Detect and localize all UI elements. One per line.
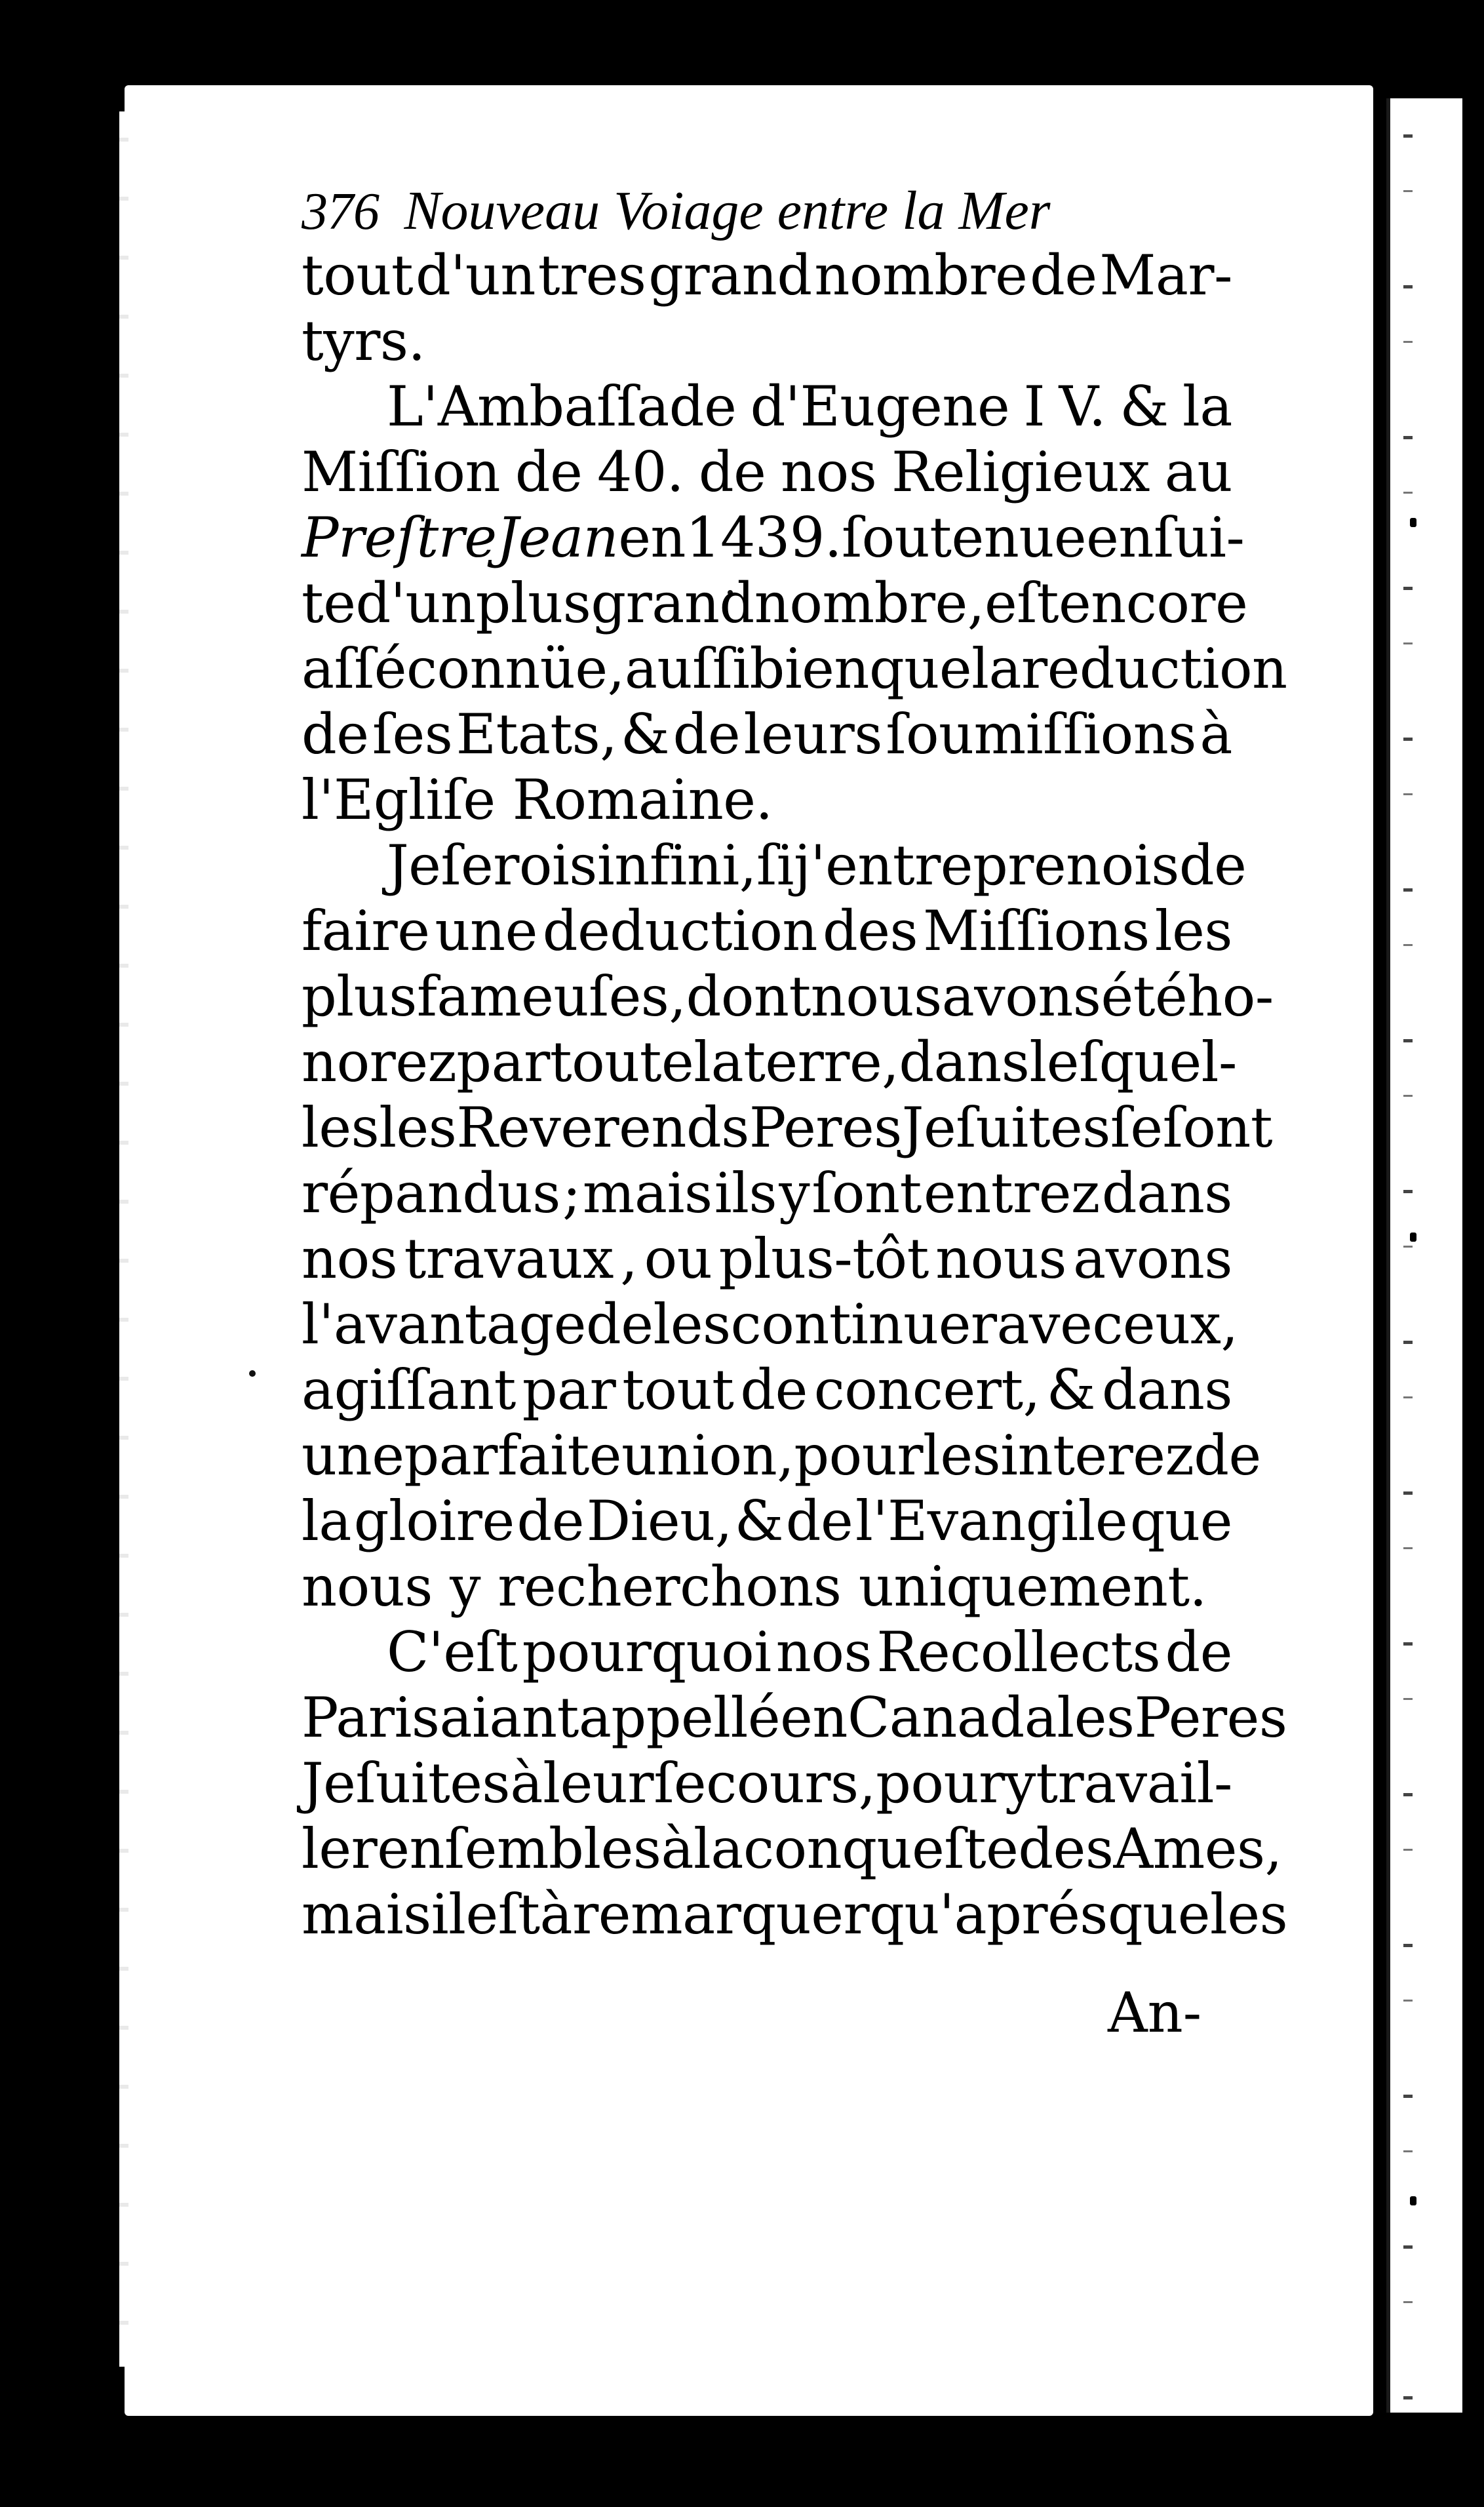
word: les <box>922 1423 1001 1488</box>
word: ler <box>302 1817 378 1881</box>
page-edge-specks <box>1403 98 1413 2413</box>
word: de <box>1165 1620 1232 1684</box>
word: des <box>822 899 918 963</box>
text-line: tyrs. <box>302 309 425 373</box>
word: ou <box>644 1227 713 1291</box>
edge-mark <box>1410 1233 1416 1242</box>
word: & <box>1046 1358 1096 1422</box>
word: ſont <box>811 1161 922 1225</box>
word: toute <box>549 1030 694 1094</box>
word: pour <box>876 1751 1005 1815</box>
word: pourquoi <box>522 1620 771 1684</box>
text-line <box>302 1816 1282 1882</box>
word: avons <box>941 964 1101 1029</box>
word: ſecours, <box>654 1751 876 1815</box>
word: parfaite <box>404 1423 621 1488</box>
word: que <box>1107 1882 1210 1946</box>
word: gloire <box>353 1489 515 1553</box>
word: à <box>510 1751 543 1815</box>
word: interez <box>1000 1423 1194 1488</box>
word: travaux <box>404 1227 614 1291</box>
word: bien <box>749 637 869 701</box>
word: Mar- <box>1099 243 1232 307</box>
word: grand <box>591 571 754 635</box>
word: été <box>1101 964 1188 1029</box>
word: y <box>1005 1751 1036 1815</box>
word: ſe <box>1110 1096 1163 1160</box>
word: Je <box>387 833 441 898</box>
word: ſoumiſſions <box>886 702 1196 766</box>
text-line <box>302 964 1274 1029</box>
word: Ames, <box>1113 1817 1282 1881</box>
word: Jeſuites <box>901 1096 1110 1160</box>
word: une <box>435 899 537 963</box>
adjacent-page-edge <box>1386 98 1462 2413</box>
word: , <box>620 1227 638 1291</box>
word: ſerois <box>440 833 597 898</box>
word: leurs <box>743 702 882 766</box>
word: que <box>869 637 972 701</box>
word: eux, <box>1122 1292 1238 1356</box>
word: les <box>653 1292 731 1356</box>
word: & <box>734 1489 783 1553</box>
text-line <box>302 898 1232 964</box>
running-header <box>302 177 1232 243</box>
text-line <box>302 1685 1287 1750</box>
text-line <box>302 1029 1237 1095</box>
text-line <box>302 636 1287 701</box>
word: 40. <box>597 440 684 504</box>
word: ils <box>714 1161 777 1225</box>
word: de <box>785 1489 853 1553</box>
word: de <box>515 440 583 504</box>
word: & <box>620 702 670 766</box>
text-line: nous y recherchons uniquement. <box>302 1554 1207 1619</box>
word: tout <box>302 243 414 307</box>
word: nous <box>810 964 942 1029</box>
word: mais <box>582 1161 713 1225</box>
word: Peres <box>749 1096 902 1160</box>
page-number: 376 <box>302 183 380 241</box>
word: la <box>302 1489 351 1553</box>
word: de <box>673 702 741 766</box>
word: nos <box>781 440 877 504</box>
text-line <box>302 505 1245 570</box>
word: eſt <box>984 571 1059 635</box>
word: terre, <box>743 1030 899 1094</box>
word: y <box>779 1161 810 1225</box>
word: Miſſion <box>302 440 501 504</box>
word: ſont <box>1162 1096 1273 1160</box>
word: les <box>1057 1686 1135 1750</box>
text-line <box>302 1357 1232 1423</box>
word: leur <box>543 1751 654 1815</box>
word: avec <box>996 1292 1123 1356</box>
word: grand <box>648 243 812 307</box>
word: Preſtre <box>302 505 497 570</box>
text-line <box>302 570 1248 636</box>
word: l'avantage <box>302 1292 586 1356</box>
word: ſui- <box>1153 505 1245 570</box>
word: 1439. <box>686 505 842 570</box>
word: de <box>586 1292 654 1356</box>
word: avons <box>1073 1227 1232 1291</box>
text-line <box>302 1750 1232 1816</box>
word: la <box>971 637 1022 701</box>
word: les <box>1154 899 1232 963</box>
word: deduction <box>542 899 817 963</box>
word: travail- <box>1036 1751 1232 1815</box>
word: L'Ambaſſade <box>387 374 737 439</box>
word: Miſſions <box>923 899 1150 963</box>
word: fameuſes,dont <box>416 964 811 1029</box>
word: Religieux <box>891 440 1150 504</box>
word: tout <box>622 1358 734 1422</box>
word: eſt <box>465 1882 540 1946</box>
word: par <box>522 1358 616 1422</box>
word: la <box>693 1817 743 1881</box>
word: nos <box>302 1227 398 1291</box>
word: de <box>1194 1423 1261 1488</box>
word: nombre, <box>754 571 985 635</box>
word: les <box>379 1096 457 1160</box>
word: dans <box>1101 1161 1232 1225</box>
text-line <box>302 439 1232 505</box>
word: Paris <box>302 1686 440 1750</box>
word: qu'aprés <box>869 1882 1108 1946</box>
text-line <box>302 1488 1232 1554</box>
word: de <box>740 1358 808 1422</box>
word: conqueſte <box>743 1817 1019 1881</box>
word: les <box>1210 1882 1288 1946</box>
word: nos <box>775 1620 872 1684</box>
word: Peres <box>1134 1686 1287 1750</box>
running-title: Nouveau Voiage entre la Mer <box>404 180 1051 241</box>
text-line <box>302 1226 1232 1292</box>
word: Canada <box>847 1686 1057 1750</box>
catchword: An- <box>1108 1981 1202 2045</box>
word: en <box>780 1686 848 1750</box>
text-line <box>302 701 1232 767</box>
text-line <box>302 1292 1238 1357</box>
word: faire <box>302 899 430 963</box>
word: d'un <box>415 243 536 307</box>
text-line <box>302 1882 1288 1947</box>
text-line <box>302 1095 1273 1160</box>
page-text <box>302 177 1288 1947</box>
word: d'Eugene <box>750 374 1010 439</box>
word: connüe, <box>406 637 625 701</box>
text-line: l'Egliſe Romaine. <box>302 768 773 832</box>
word: en <box>1086 505 1154 570</box>
word: enſembles <box>377 1817 661 1881</box>
word: au <box>1164 440 1232 504</box>
word: concert, <box>813 1358 1040 1422</box>
word: à <box>661 1817 694 1881</box>
word: de <box>302 702 369 766</box>
word: plus <box>475 571 591 635</box>
word: de <box>698 440 766 504</box>
word: ; <box>562 1161 581 1225</box>
word: infini, <box>596 833 756 898</box>
word: auſſi <box>624 637 750 701</box>
edge-mark <box>1410 518 1416 527</box>
word: reduction <box>1021 637 1287 701</box>
word: ſi <box>756 833 794 898</box>
word: de <box>1179 833 1247 898</box>
word: norez <box>302 1030 457 1094</box>
word: pour <box>794 1423 923 1488</box>
word: & <box>1120 374 1169 439</box>
word: Jean <box>496 505 619 570</box>
word: I <box>1023 374 1045 439</box>
word: à <box>1200 702 1232 766</box>
word: appellé <box>578 1686 781 1750</box>
word: dans <box>1101 1358 1232 1422</box>
word: dans <box>899 1030 1030 1094</box>
word: les <box>302 1096 380 1160</box>
word: à <box>539 1882 573 1946</box>
word: que <box>1129 1489 1232 1553</box>
word: par <box>456 1030 550 1094</box>
word: Etats, <box>456 702 617 766</box>
word: mais <box>302 1882 431 1946</box>
word: Jeſuites <box>302 1751 511 1815</box>
word: la <box>1182 374 1232 439</box>
ink-speck <box>249 1370 256 1377</box>
word: plus-tôt <box>718 1227 929 1291</box>
word: aſſé <box>302 637 406 701</box>
word: une <box>302 1423 404 1488</box>
word: des <box>1018 1817 1114 1881</box>
word: V. <box>1059 374 1106 439</box>
edge-mark <box>1410 2196 1416 2205</box>
word: j'entreprenois <box>793 833 1179 898</box>
word: de <box>1030 243 1097 307</box>
word: en <box>618 505 686 570</box>
text-line <box>302 1423 1261 1488</box>
word: remarquer <box>572 1882 870 1946</box>
word: de <box>517 1489 584 1553</box>
word: continuer <box>730 1292 997 1356</box>
word: union, <box>621 1423 794 1488</box>
word: la <box>693 1030 744 1094</box>
word: encore <box>1059 571 1248 635</box>
word: tres <box>537 243 646 307</box>
word: Dieu, <box>586 1489 732 1553</box>
text-line <box>302 374 1232 439</box>
word: te <box>302 571 356 635</box>
word: l'Evangile <box>855 1489 1128 1553</box>
word: entrez <box>924 1161 1100 1225</box>
text-line <box>302 243 1232 308</box>
word: nous <box>935 1227 1066 1291</box>
word: il <box>431 1882 466 1946</box>
word: plus <box>302 964 417 1029</box>
word: ſes <box>372 702 453 766</box>
word: nombre <box>814 243 1028 307</box>
word: d'un <box>355 571 476 635</box>
word: leſquel- <box>1029 1030 1237 1094</box>
word: C'eſt <box>387 1620 518 1684</box>
text-line <box>302 833 1247 898</box>
text-line <box>302 1160 1232 1226</box>
word: répandus <box>302 1161 560 1225</box>
word: Recollects <box>876 1620 1161 1684</box>
word: Reverends <box>456 1096 749 1160</box>
text-line <box>302 1619 1232 1685</box>
word: aiant <box>439 1686 579 1750</box>
word: ſoutenue <box>841 505 1087 570</box>
word: ho- <box>1187 964 1274 1029</box>
word: agiſſant <box>302 1358 516 1422</box>
